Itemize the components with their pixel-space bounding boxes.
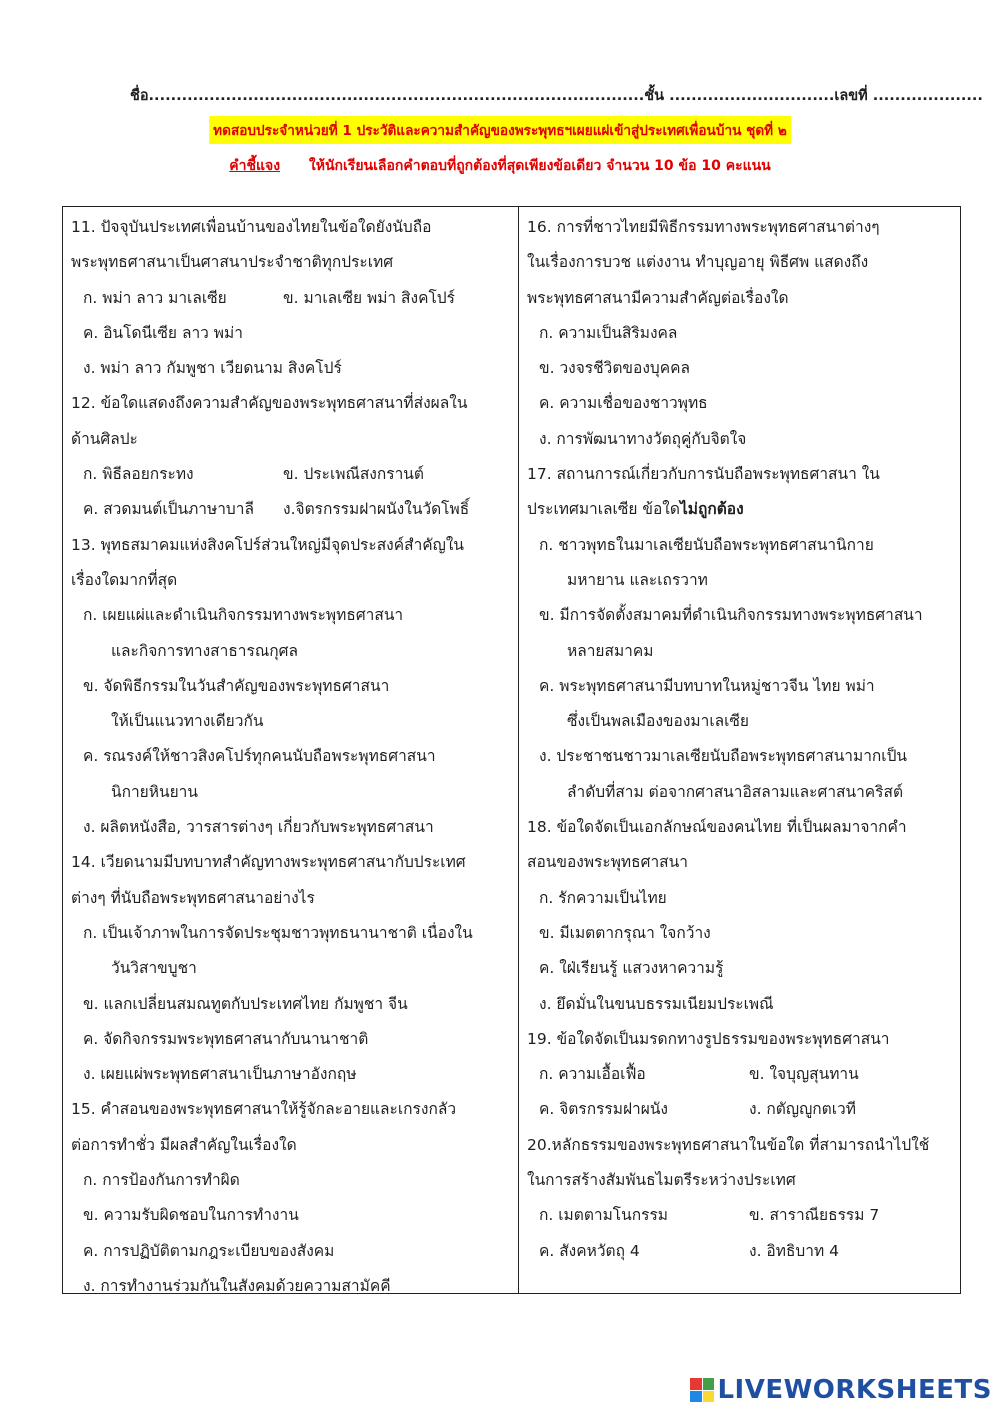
question-18-stem: 18. ข้อใดจัดเป็นเอกลักษณ์ของคนไทย ที่เป็นผลมาจากคำ: [527, 818, 907, 837]
question-12-stem-cont: ด้านศิลปะ: [71, 429, 138, 448]
q19-option-c[interactable]: ค. จิตรกรรมฝาผนัง: [539, 1100, 668, 1119]
q14-option-d[interactable]: ง. เผยแผ่พระพุทธศาสนาเป็นภาษาอังกฤษ: [83, 1065, 357, 1084]
q13-option-b-cont: ให้เป็นแนวทางเดียวกัน: [111, 712, 264, 731]
q16-option-c[interactable]: ค. ความเชื่อของชาวพุทธ: [539, 394, 708, 413]
student-info-line: [130, 84, 983, 107]
q11-option-b[interactable]: ข. มาเลเซีย พม่า สิงคโปร์: [283, 288, 455, 307]
q15-option-d[interactable]: ง. การทำงานร่วมกันในสังคมด้วยความสามัคคี: [83, 1276, 391, 1295]
question-14-stem-cont: ต่างๆ ที่นับถือพระพุทธศาสนาอย่างไร: [71, 888, 315, 907]
question-20-stem-cont: ในการสร้างสัมพันธไมตรีระหว่างประเทศ: [527, 1171, 796, 1190]
q13-option-d[interactable]: ง. ผลิตหนังสือ, วารสารต่างๆ เกี่ยวกับพระพุทธศาสนา: [83, 818, 434, 837]
q13-option-a-cont: และกิจการทางสาธารณกุศล: [111, 641, 298, 660]
q18-option-b[interactable]: ข. มีเมตตากรุณา ใจกว้าง: [539, 923, 711, 942]
q12-option-a[interactable]: ก. พิธีลอยกระทง: [83, 465, 194, 484]
question-19-options-cd: [527, 1092, 960, 1127]
q17-option-d[interactable]: ง. ประชาชนชาวมาเลเซียนับถือพระพุทธศาสนามากเป็น: [539, 747, 908, 766]
question-11-stem-cont: พระพุทธศาสนาเป็นศาสนาประจำชาติทุกประเทศ: [71, 253, 394, 272]
q16-option-b[interactable]: ข. วงจรชีวิตของบุคคล: [539, 359, 690, 378]
question-20-options-ab: [527, 1198, 960, 1233]
question-11-stem: 11. ปัจจุบันประเทศเพื่อนบ้านของไทยในข้อใดยังนับถือ: [71, 218, 432, 236]
q17-option-b[interactable]: ข. มีการจัดตั้งสมาคมที่ดำเนินกิจกรรมทางพระพุทธศาสนา: [539, 606, 923, 625]
question-16-stem: 16. การที่ชาวไทยมีพิธีกรรมทางพระพุทธศาสนาต่างๆ: [527, 218, 880, 236]
q14-option-a-cont: วันวิสาขบูชา: [111, 959, 197, 978]
liveworksheets-brand[interactable]: [690, 1375, 992, 1405]
question-table: [62, 206, 961, 1294]
q14-option-a[interactable]: ก. เป็นเจ้าภาพในการจัดประชุมชาวพุทธนานาชาติ เนื่องใน: [83, 923, 473, 942]
question-12-stem: 12. ข้อใดแสดงถึงความสำคัญของพระพุทธศาสนาที่ส่งผลใน: [71, 394, 468, 413]
q18-option-d[interactable]: ง. ยึดมั่นในขนบธรรมเนียมประเพณี: [539, 994, 774, 1013]
question-19-stem: 19. ข้อใดจัดเป็นมรดกทางรูปธรรมของพระพุทธศาสนา: [527, 1029, 890, 1048]
q11-option-d[interactable]: ง. พม่า ลาว กัมพูชา เวียดนาม สิงคโปร์: [83, 359, 342, 378]
q16-option-d[interactable]: ง. การพัฒนาทางวัตถุคู่กับจิตใจ: [539, 429, 747, 448]
q16-option-a[interactable]: ก. ความเป็นสิริมงคล: [539, 323, 678, 342]
q15-option-a[interactable]: ก. การป้องกันการทำผิด: [83, 1171, 240, 1190]
question-16-stem-cont-2: พระพุทธศาสนามีความสำคัญต่อเรื่องใด: [527, 288, 789, 307]
q17-option-a[interactable]: ก. ชาวพุทธในมาเลเซียนับถือพระพุทธศาสนานิกาย: [539, 535, 874, 554]
q14-option-c[interactable]: ค. จัดกิจกรรมพระพุทธศาสนากับนานาชาติ: [83, 1029, 369, 1048]
q17-option-d-cont: ลำดับที่สาม ต่อจากศาสนาอิสลามและศาสนาคริสต์: [567, 782, 904, 801]
q19-option-b[interactable]: ข. ใจบุญสุนทาน: [749, 1065, 859, 1084]
question-12-options-ab: [71, 457, 518, 492]
q13-option-b[interactable]: ข. จัดพิธีกรรมในวันสำคัญของพระพุทธศาสนา: [83, 676, 390, 695]
q17-option-b-cont: หลายสมาคม: [567, 641, 654, 660]
q20-option-a[interactable]: ก. เมตตามโนกรรม: [539, 1206, 668, 1225]
question-14-stem: 14. เวียดนามมีบทบาทสำคัญทางพระพุทธศาสนากับประเทศ: [71, 853, 466, 872]
q18-option-c[interactable]: ค. ใฝ่เรียนรู้ แสวงหาความรู้: [539, 959, 724, 978]
question-16-stem-cont: ในเรื่องการบวช แต่งงาน ทำบุญอายุ พิธีศพ แสดงถึง: [527, 253, 869, 272]
question-20-stem: 20.หลักธรรมของพระพุทธศาสนาในข้อใด ที่สามารถนำไปใช้: [527, 1135, 930, 1154]
instruction-text: ให้นักเรียนเลือกคำตอบที่ถูกต้องที่สุดเพียงข้อเดียว จำนวน 10 ข้อ 10 คะแนน: [308, 158, 771, 174]
question-12-options-cd: [71, 492, 518, 527]
question-17-stem: 17. สถานการณ์เกี่ยวกับการนับถือพระพุทธศาสนา ใน: [527, 465, 880, 484]
q20-option-c[interactable]: ค. สังคหวัตถุ 4: [539, 1241, 640, 1260]
logo-square-red: [690, 1378, 702, 1390]
q20-option-b[interactable]: ข. สาราณียธรรม 7: [749, 1206, 880, 1225]
instructions: [229, 155, 771, 177]
question-19-options-ab: [527, 1057, 960, 1092]
q17-stem-emphasis: ไม่ถูกต้อง: [679, 500, 744, 519]
q17-option-c-cont: ซึ่งเป็นพลเมืองของมาเลเซีย: [567, 712, 750, 731]
q11-option-c[interactable]: ค. อินโดนีเซีย ลาว พม่า: [83, 323, 243, 342]
question-13-stem-cont: เรื่องใดมากที่สุด: [71, 570, 178, 589]
q12-option-b[interactable]: ข. ประเพณีสงกรานต์: [283, 465, 424, 484]
q19-option-a[interactable]: ก. ความเอื้อเฟื้อ: [539, 1065, 646, 1084]
q12-option-d[interactable]: ง.จิตรกรรมฝาผนังในวัดโพธิ์: [283, 500, 470, 519]
q17-stem-plain: ประเทศมาเลเซีย ข้อใด: [527, 500, 680, 519]
q13-option-c-cont: นิกายหินยาน: [111, 782, 198, 801]
number-field: เลขที่ ....................: [834, 88, 983, 104]
class-field: ชั้น ..............................: [644, 88, 835, 104]
right-column: [519, 207, 960, 1293]
question-13-stem: 13. พุทธสมาคมแห่งสิงคโปร์ส่วนใหญ่มีจุดประสงค์สำคัญใน: [71, 535, 465, 554]
q18-option-a[interactable]: ก. รักความเป็นไทย: [539, 888, 667, 907]
instruction-label: คำชี้แจง: [229, 158, 281, 174]
q17-option-c[interactable]: ค. พระพุทธศาสนามีบทบาทในหมู่ชาวจีน ไทย พม่า: [539, 676, 875, 695]
q20-option-d[interactable]: ง. อิทธิบาท 4: [749, 1241, 839, 1260]
test-title: ทดสอบประจำหน่วยที่ 1 ประวัติและความสำคัญของพระพุทธฯเผยแผ่เข้าสู่ประเทศเพื่อนบ้าน ชุดที่ ๒: [209, 116, 791, 144]
question-11-options-ab: [71, 281, 518, 316]
logo-square-green: [703, 1378, 715, 1390]
q17-option-a-cont: มหายาน และเถรวาท: [567, 570, 708, 589]
q15-option-c[interactable]: ค. การปฏิบัติตามกฎระเบียบของสังคม: [83, 1241, 335, 1260]
question-15-stem-cont: ต่อการทำชั่ว มีผลสำคัญในเรื่องใด: [71, 1135, 297, 1154]
brand-wordmark: LIVEWORKSHEETS: [717, 1375, 992, 1405]
q13-option-a[interactable]: ก. เผยแผ่และดำเนินกิจกรรมทางพระพุทธศาสนา: [83, 606, 404, 625]
logo-square-blue: [690, 1391, 702, 1403]
question-17-stem-cont: [527, 492, 960, 527]
question-20-options-cd: [527, 1234, 960, 1269]
q11-option-a[interactable]: ก. พม่า ลาว มาเลเซีย: [83, 288, 227, 307]
q14-option-b[interactable]: ข. แลกเปลี่ยนสมณทูตกับประเทศไทย กัมพูชา จีน: [83, 994, 408, 1013]
left-column: [63, 207, 519, 1293]
q13-option-c[interactable]: ค. รณรงค์ให้ชาวสิงคโปร์ทุกคนนับถือพระพุทธศาสนา: [83, 747, 436, 766]
question-15-stem: 15. คำสอนของพระพุทธศาสนาให้รู้จักละอายและเกรงกลัว: [71, 1100, 457, 1119]
logo-square-yellow: [703, 1391, 715, 1403]
q12-option-c[interactable]: ค. สวดมนต์เป็นภาษาบาลี: [83, 500, 254, 519]
q15-option-b[interactable]: ข. ความรับผิดชอบในการทำงาน: [83, 1206, 299, 1225]
name-field: ชื่อ..........................................................................................: [130, 88, 645, 104]
q19-option-d[interactable]: ง. กตัญญูกตเวที: [749, 1100, 856, 1119]
question-18-stem-cont: สอนของพระพุทธศาสนา: [527, 853, 688, 872]
liveworksheets-logo-icon: [690, 1378, 714, 1402]
